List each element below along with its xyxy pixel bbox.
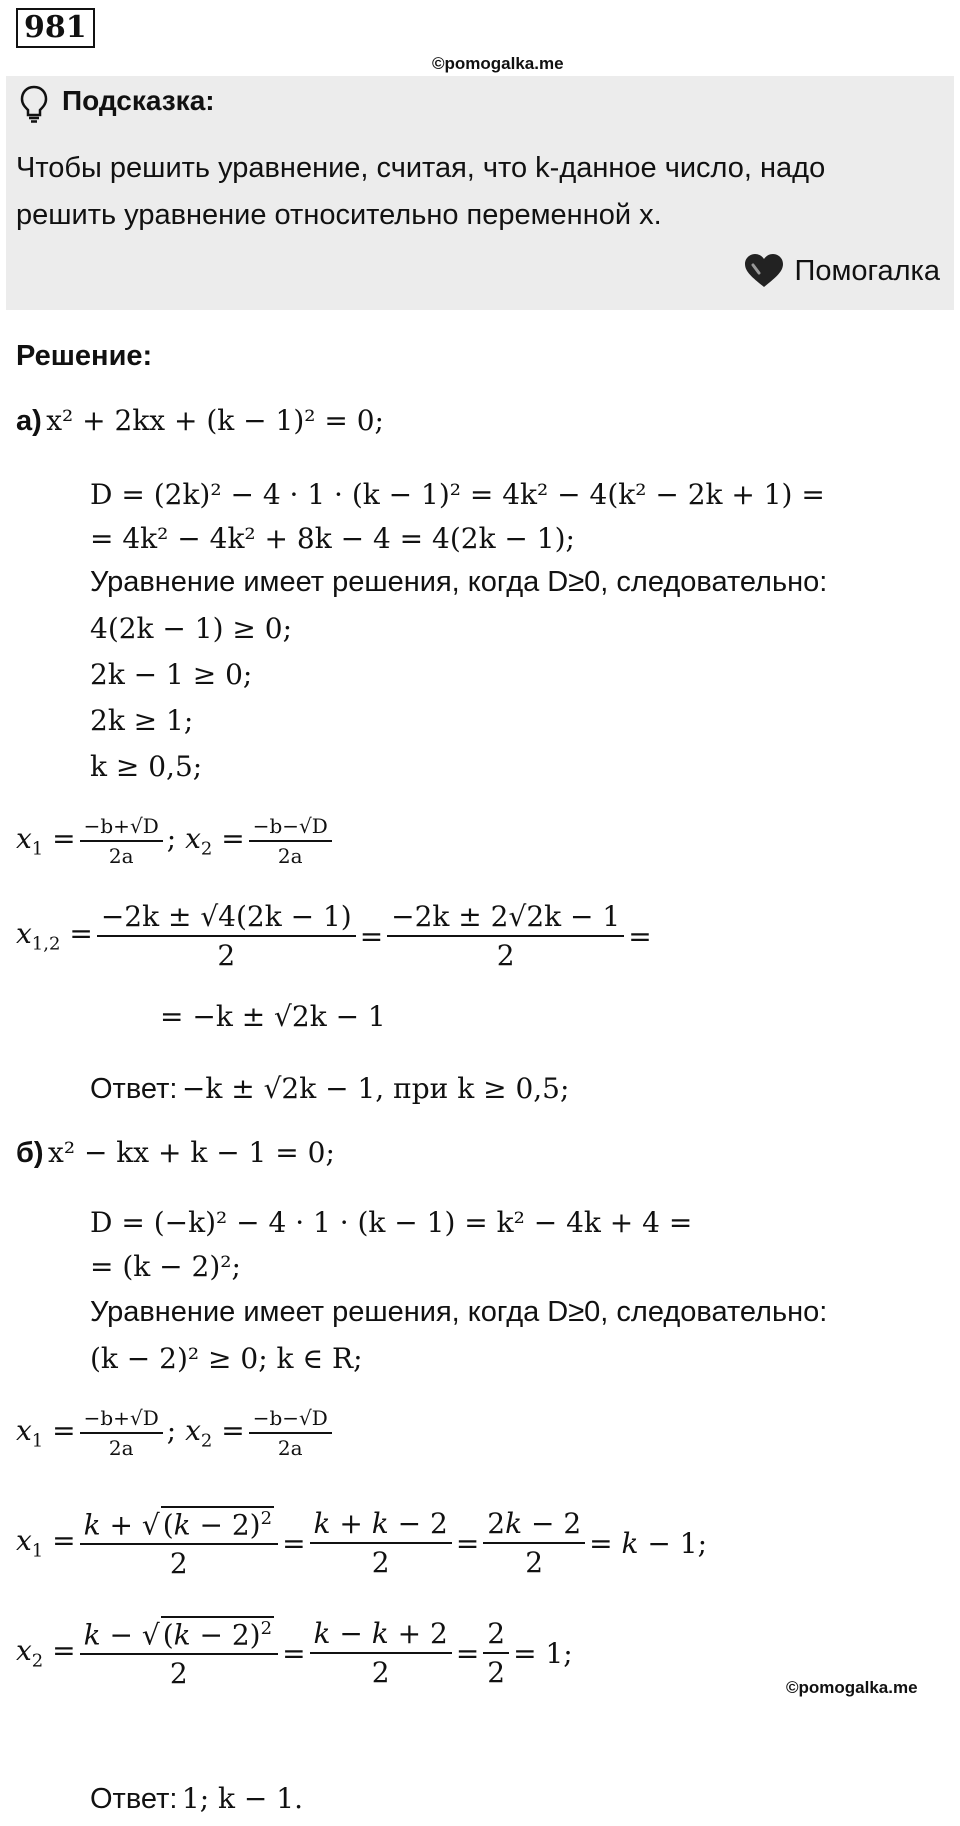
b-d-line2: = (k − 2)²; (90, 1250, 241, 1283)
heart-icon (743, 253, 785, 289)
a-condition: Уравнение имеет решения, когда D≥0, следовательно: (90, 566, 828, 598)
b-x1-chain: $x_1$ = $\frac{k + √ (k - 2)^2}{2}$ = $\frac{k + k - 2}{2}$ = $\frac{2k - 2}{2}$ = k − 1; (16, 1507, 708, 1581)
a-roots-formula: $x_1$ = $\frac{-b+√D}{2a}$ ; $x_2$ = $\frac{-b-√D}{2a}$ (16, 814, 336, 868)
part-b-equation (16, 1136, 335, 1170)
b-condition: Уравнение имеет решения, когда D≥0, следовательно: (90, 1296, 828, 1328)
a-x1-frac: $\frac{-b+√D}{2a}$ (80, 814, 163, 868)
a-answer-value: −k ± √2k − 1, при k ≥ 0,5; (181, 1072, 570, 1105)
hint-text (16, 145, 946, 239)
brand-name: Помогалка (794, 254, 940, 287)
b-answer (90, 1782, 303, 1816)
b-x2-chain: $x_2$ = $\frac{k - √ (k - 2)^2}{2}$ = $\frac{k - k + 2}{2}$ = $\frac{2}{2}$ = 1; (16, 1617, 573, 1691)
b-x1-frac: $\frac{-b+√D}{2a}$ (80, 1406, 163, 1460)
b-d-line1: D = (−k)² − 4 · 1 · (k − 1) = k² − 4k + 4 = (90, 1206, 693, 1239)
problem-number: 981 (16, 8, 95, 48)
b-roots-formula: $x_1$ = $\frac{-b+√D}{2a}$ ; $x_2$ = $\frac{-b-√D}{2a}$ (16, 1406, 336, 1460)
watermark-bottom: ©pomogalka.me (786, 1678, 918, 1697)
solution-heading: Решение: (16, 340, 153, 372)
b-x2-frac: $\frac{-b-√D}{2a}$ (249, 1406, 332, 1460)
part-a-equation (16, 404, 384, 438)
b-condition-result: (k − 2)² ≥ 0; k ∈ R; (90, 1342, 363, 1375)
part-b-eq: x² − kx + k − 1 = 0; (48, 1136, 335, 1169)
part-b-label: б) (16, 1137, 44, 1169)
a-d-line1: D = (2k)² − 4 · 1 · (k − 1)² = 4k² − 4(k² − 2k + 1) = (90, 478, 825, 511)
brand (743, 253, 940, 289)
a-answer-label: Ответ: (90, 1073, 178, 1105)
a-answer (90, 1072, 569, 1106)
watermark-top: ©pomogalka.me (432, 54, 564, 73)
a-d-line2: = 4k² − 4k² + 8k − 4 = 4(2k − 1); (90, 522, 575, 555)
a-ineq1: 4(2k − 1) ≥ 0; (90, 612, 293, 645)
a-x12-frac2: $\frac{-2k \pm 2√2k - 1}{2}$ (387, 900, 624, 972)
b-answer-label: Ответ: (90, 1783, 178, 1815)
part-a-label: а) (16, 405, 42, 437)
a-x12-chain: $x_{1,2}$ = $\frac{-2k \pm √4(2k - 1)}{2}$ = $\frac{-2k \pm 2√2k - 1}{2}$ = (16, 900, 652, 972)
a-ineq4: k ≥ 0,5; (90, 750, 203, 783)
lightbulb-icon (18, 84, 50, 129)
a-x12-frac1: $\frac{-2k \pm √4(2k - 1)}{2}$ (97, 900, 356, 972)
part-a-eq: x² + 2kx + (k − 1)² = 0; (46, 404, 384, 437)
hint-line-2: решить уравнение относительно переменной x. (16, 199, 662, 231)
a-ineq2: 2k − 1 ≥ 0; (90, 658, 253, 691)
a-ineq3: 2k ≥ 1; (90, 704, 194, 737)
hint-title: Подсказка: (62, 85, 215, 116)
hint-line-1: Чтобы решить уравнение, считая, что k-данное число, надо (16, 152, 826, 184)
b-answer-value: 1; k − 1. (181, 1782, 303, 1815)
a-x12-result: = −k ± √2k − 1 (160, 1000, 386, 1033)
a-x2-frac: $\frac{-b-√D}{2a}$ (249, 814, 332, 868)
